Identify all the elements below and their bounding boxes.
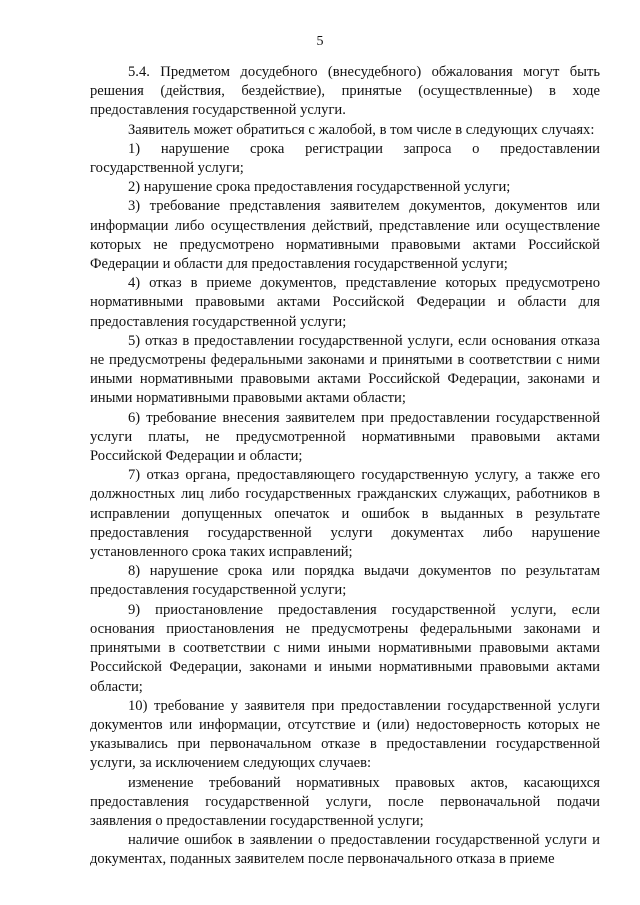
- paragraph-item-10: 10) требование у заявителя при предоставлении государственной услуги документов или информации, отсутствие и (или) недостоверность которых не указывались при первоначальном отказе в предоставлении государственной услуги, за исключением следующих случаев:: [90, 697, 600, 772]
- paragraph-5-4: 5.4. Предметом досудебного (внесудебного) обжалования могут быть решения (действия, бездействие), принятые (осуществленные) в ходе предоставления государственной услуги.: [90, 64, 600, 119]
- paragraph-item-4: 4) отказ в приеме документов, представление которых предусмотрено нормативными правовыми актами Российской Федерации и области для предоставления государственной услуги;: [90, 275, 600, 330]
- paragraph-item-9: 9) приостановление предоставления государственной услуги, если основания приостановления не предусмотрены федеральными законами и принятыми в соответствии с ними иными нормативными правовыми актами Российской Федерации, законами и иными нормативными правовыми актами области;: [90, 601, 600, 695]
- paragraph-cases-intro: Заявитель может обратиться с жалобой, в том числе в следующих случаях:: [128, 121, 595, 138]
- paragraph-item-1: 1) нарушение срока регистрации запроса о предоставлении государственной услуги;: [90, 140, 600, 177]
- paragraph-item-7: 7) отказ органа, предоставляющего государственную услугу, а также его должностных лиц либо государственных гражданских служащих, работников в исправлении допущенных опечаток и ошибок в выданных в результате предоставления государственной услуги документах либо нарушение установленного срока таких исправлений;: [90, 467, 600, 561]
- paragraph-exception-2: наличие ошибок в заявлении о предоставлении государственной услуги и документах, поданных заявителем после первоначального отказа в приеме: [90, 832, 600, 868]
- paragraph-item-2: 2) нарушение срока предоставления государственной услуги;: [128, 179, 511, 196]
- paragraph-item-5: 5) отказ в предоставлении государственной услуги, если основания отказа не предусмотрены федеральными законами и принятыми в соответствии с ними иными нормативными правовыми актами Российской Федерации, законами и иными нормативными правовыми актами области;: [90, 332, 600, 407]
- paragraph-exception-1: изменение требований нормативных правовых актов, касающихся предоставления государственной услуги, после первоначальной подачи заявления о предоставлении государственной услуги;: [90, 774, 600, 829]
- paragraph-item-3: 3) требование представления заявителем документов, документов или информации либо осуществления действий, представление или осуществление которых не предусмотрено нормативными правовыми актами Российской Федерации и области для предоставления государственной услуги;: [90, 198, 600, 273]
- paragraph-item-8: 8) нарушение срока или порядка выдачи документов по результатам предоставления государственной услуги;: [90, 563, 600, 599]
- paragraph-item-6: 6) требование внесения заявителем при предоставлении государственной услуги платы, не предусмотренной нормативными правовыми актами Российской Федерации и области;: [90, 409, 600, 465]
- document-body: [90, 63, 600, 870]
- page-number: 5: [316, 34, 324, 49]
